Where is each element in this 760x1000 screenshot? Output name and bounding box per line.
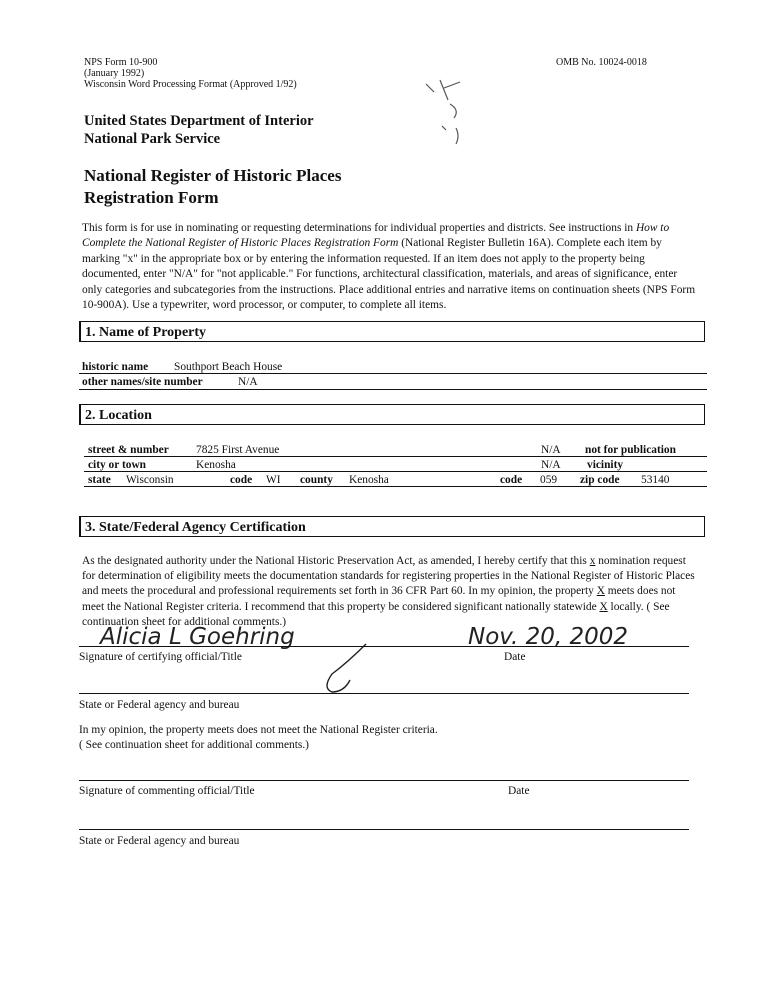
certifying-signature: Alicia L Goehring — [100, 624, 295, 650]
certifying-signature-label: Signature of certifying official/Title — [79, 651, 242, 663]
cert-meets-mark[interactable]: X — [596, 585, 605, 598]
section-1-heading: 1. Name of Property — [79, 321, 705, 342]
city-underline — [84, 471, 707, 472]
instructions-italic-title: How to Complete the National Register of Historic Places Registration Form — [82, 222, 670, 250]
commenting-signature-line — [79, 780, 689, 781]
instructions-paragraph — [82, 221, 700, 313]
certifying-date-label: Date — [504, 651, 526, 663]
street-label: street & number — [88, 444, 169, 456]
city-label: city or town — [88, 459, 146, 471]
form-title-line1: National Register of Historic Places — [84, 166, 342, 185]
omb-number: OMB No. 10024-0018 — [556, 57, 647, 68]
other-names-underline — [79, 389, 707, 390]
cert-text-2: nomination request for determination of eligibility meets the documentation standards for registering properties in the National Register of Historic Places and meets the procedural and professional requirements set forth in 36 CFR Part 60. In my opinion, the property — [82, 555, 695, 598]
signature-flourish — [318, 640, 378, 696]
form-title — [84, 165, 341, 209]
state-label: state — [88, 474, 111, 486]
cert-locally-mark[interactable]: X — [599, 600, 608, 613]
historic-name-underline — [79, 373, 707, 374]
certifying-signed-date: Nov. 20, 2002 — [468, 624, 629, 650]
section-2-heading: 2. Location — [79, 404, 705, 425]
historic-name-row — [82, 360, 148, 374]
state-code-value[interactable]: WI — [266, 474, 281, 486]
section-3-heading: 3. State/Federal Agency Certification — [79, 516, 705, 537]
county-code-label: code — [500, 474, 523, 486]
handwritten-initials-mark — [420, 78, 480, 148]
agency-department: United States Department of Interior — [84, 113, 314, 129]
vicinity-label: vicinity — [587, 459, 624, 471]
agency-block — [84, 112, 314, 148]
state-underline — [84, 486, 707, 487]
form-date: (January 1992) — [84, 68, 145, 79]
historic-name-value[interactable]: Southport Beach House — [174, 361, 283, 373]
county-code-value[interactable]: 059 — [540, 474, 558, 486]
state-value[interactable]: Wisconsin — [126, 474, 174, 486]
instructions-text-1: This form is for use in nominating or requesting determinations for individual properties and districts. See instructions in — [82, 222, 636, 234]
instructions-text-2: (National Register Bulletin 16A). Complete each item by marking "x" in the appropriate box or by entering the information requested. If an item does not apply to the property being documented, enter "N/A" for "not applicable." For functions, architectural classification, materials, and areas of significance, enter only categories and subcategories from the instructions. Place additional entries and narrative items on continuation sheets (NPS Form 10-900A). Use a typewriter, word processor, or computer, to complete all items. — [82, 237, 696, 312]
other-names-label: other names/site number — [82, 376, 203, 388]
form-number: NPS Form 10-900 — [84, 57, 158, 68]
certifying-signature-line — [79, 646, 689, 647]
bureau-line-2 — [79, 829, 689, 830]
opinion-line-1: In my opinion, the property meets does not meet the National Register criteria. — [79, 724, 438, 736]
county-value[interactable]: Kenosha — [349, 474, 389, 486]
zip-label: zip code — [580, 474, 620, 486]
bureau-label-2: State or Federal agency and bureau — [79, 835, 240, 847]
commenting-date-label: Date — [508, 785, 530, 797]
other-names-value[interactable]: N/A — [238, 376, 258, 388]
cert-text-1: As the designated authority under the National Historic Preservation Act, as amended, I hereby certify that this — [82, 555, 590, 567]
agency-service: National Park Service — [84, 131, 221, 147]
cert-text-4: locally. ( See continuation sheet for additional comments.) — [82, 600, 670, 628]
certification-paragraph — [82, 554, 700, 630]
county-label: county — [300, 474, 333, 486]
city-na[interactable]: N/A — [541, 459, 561, 471]
not-for-publication-label: not for publication — [585, 444, 676, 456]
cert-nomination-mark[interactable]: x — [589, 555, 596, 567]
street-na[interactable]: N/A — [541, 444, 561, 456]
bureau-line-1 — [79, 693, 689, 694]
bureau-label-1: State or Federal agency and bureau — [79, 699, 240, 711]
historic-name-label: historic name — [82, 361, 149, 373]
street-value[interactable]: 7825 First Avenue — [196, 444, 280, 456]
cert-text-3: meets does not meet the National Register criteria. I recommend that this property be considered significant nationally statewide — [82, 585, 676, 613]
city-value[interactable]: Kenosha — [196, 459, 236, 471]
form-format: Wisconsin Word Processing Format (Approved 1/92) — [84, 79, 297, 90]
state-code-label: code — [230, 474, 253, 486]
commenting-signature-label: Signature of commenting official/Title — [79, 785, 255, 797]
form-header-left — [84, 57, 297, 90]
form-title-line2: Registration Form — [84, 188, 219, 207]
opinion-line-2: ( See continuation sheet for additional comments.) — [79, 739, 309, 751]
street-underline — [84, 456, 707, 457]
zip-value[interactable]: 53140 — [641, 474, 670, 486]
